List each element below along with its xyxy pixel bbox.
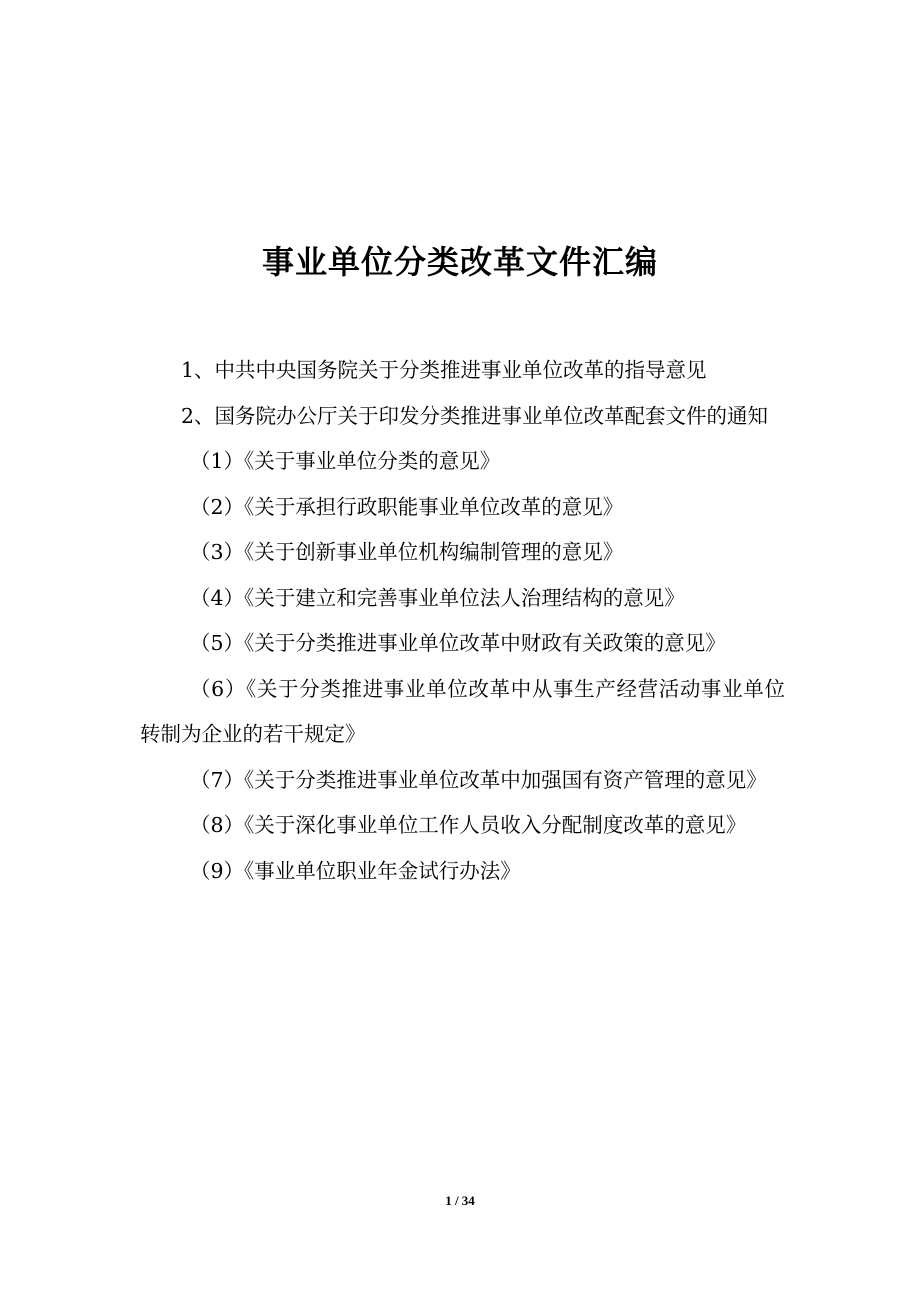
list-item: （4）《关于建立和完善事业单位法人治理结构的意见》: [190, 585, 685, 610]
list-item: （8）《关于深化事业单位工作人员收入分配制度改革的意见》: [190, 813, 747, 837]
page-title: 事业单位分类改革文件汇编: [261, 243, 658, 282]
list-item: （9）《事业单位职业年金试行办法》: [190, 858, 521, 883]
list-item: （3）《关于创新事业单位机构编制管理的意见》: [190, 540, 624, 564]
table-of-contents: [140, 348, 785, 894]
list-item: （5）《关于分类推进事业单位改革中财政有关政策的意见》: [190, 631, 726, 655]
list-item: （2）《关于承担行政职能事业单位改革的意见》: [190, 494, 624, 519]
list-item: 2、国务院办公厅关于印发分类推进事业单位改革配套文件的通知: [181, 403, 769, 428]
list-item: （6）《关于分类推进事业单位改革中从事生产经营活动事业单位转制为企业的若干规定》: [140, 676, 785, 746]
list-item: 1、中共中央国务院关于分类推进事业单位改革的指导意见: [181, 358, 707, 382]
list-item: （7）《关于分类推进事业单位改革中加强国有资产管理的意见》: [190, 767, 767, 792]
page-number: 1 / 34: [445, 1193, 475, 1208]
list-item: （1）《关于事业单位分类的意见》: [190, 449, 501, 473]
